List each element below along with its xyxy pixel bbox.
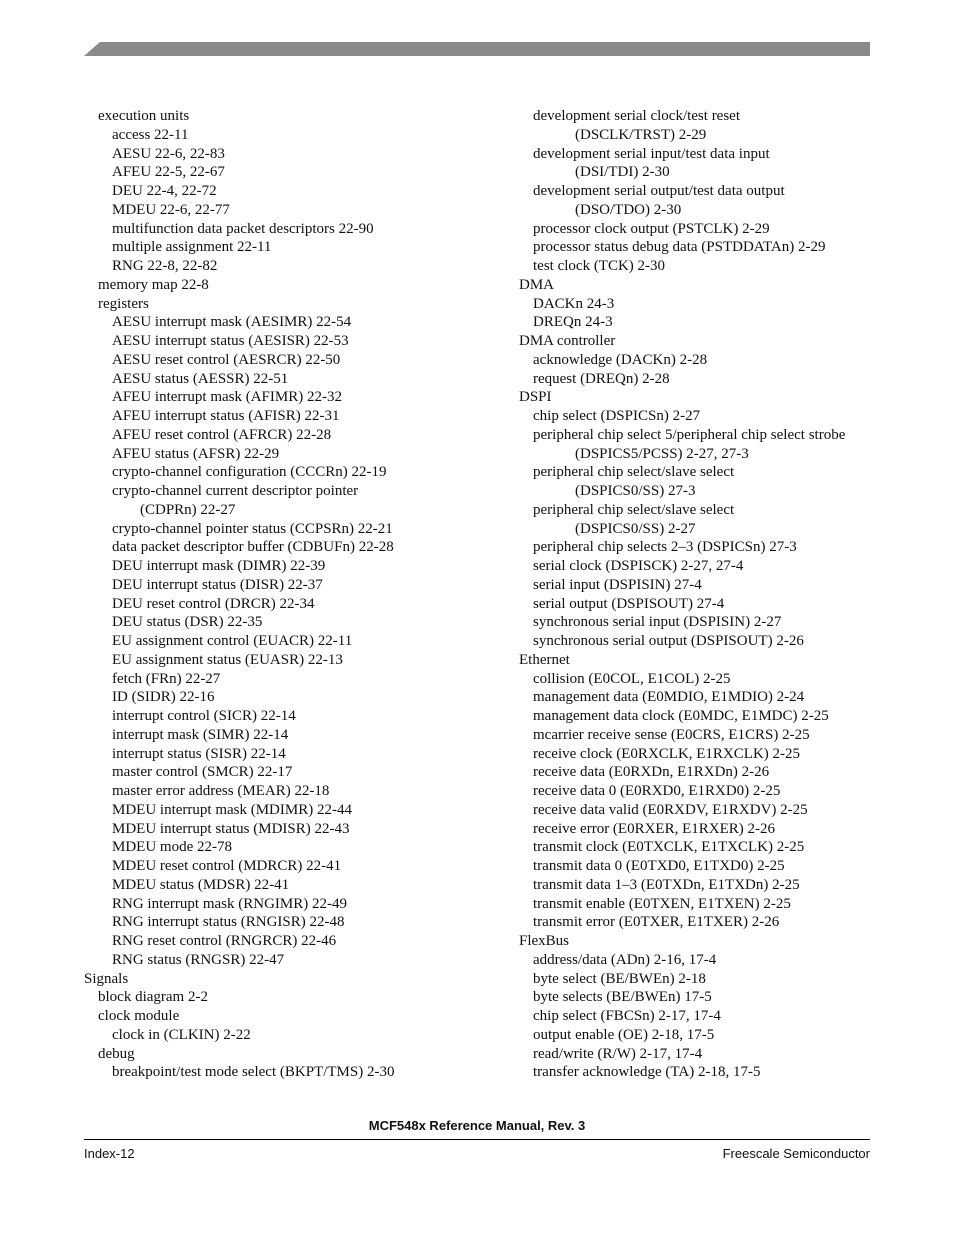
index-entry: (DSPICS0/SS) 27-3 [575,483,696,499]
index-entry: FlexBus [519,933,570,949]
header-banner [0,0,954,60]
index-entry: data packet descriptor buffer (CDBUFn) 22-28 [112,539,394,556]
index-entry: AFEU status (AFSR) 22-29 [112,445,280,462]
footer-company: Freescale Semiconductor [722,1146,870,1161]
index-entry: AESU interrupt status (AESISR) 22-53 [112,333,349,349]
index-entry: registers [98,295,149,312]
index-entry: DEU reset control (DRCR) 22-34 [112,595,315,612]
index-entry: AESU interrupt mask (AESIMR) 22-54 [112,314,352,331]
index-entry: MDEU interrupt status (MDISR) 22-43 [112,820,350,837]
index-entry: DSPI [519,389,552,406]
index-entry: MDEU status (MDSR) 22-41 [112,876,290,893]
index-entry: fetch (FRn) 22-27 [112,670,221,687]
index-entry: clock in (CLKIN) 2-22 [112,1026,251,1043]
index-entry: access 22-11 [112,126,189,143]
index-entry: MDEU 22-6, 22-77 [112,201,230,218]
index-entry: chip select (FBCSn) 2-17, 17-4 [533,1008,721,1024]
index-column-left [84,107,504,1082]
index-entry: (DSCLK/TRST) 2-29 [575,126,707,143]
index-entry: RNG status (RNGSR) 22-47 [112,951,285,968]
header-banner-bar [84,42,870,56]
index-entry: transmit enable (E0TXEN, E1TXEN) 2-25 [533,895,791,912]
index-entry: development serial input/test data input [533,145,770,162]
index-entry: Ethernet [519,651,570,668]
index-entry: DEU interrupt status (DISR) 22-37 [112,576,323,593]
index-entry: EU assignment control (EUACR) 22-11 [112,633,353,649]
index-entry: interrupt control (SICR) 22-14 [112,708,296,724]
index-entry: DEU interrupt mask (DIMR) 22-39 [112,558,326,574]
index-entry: receive clock (E0RXCLK, E1RXCLK) 2-25 [533,745,801,762]
index-entry: RNG reset control (RNGRCR) 22-46 [112,933,337,949]
index-entry: byte selects (BE/BWEn) 17-5 [533,989,712,1006]
index-entry: processor status debug data (PSTDDATAn) 2-29 [533,239,826,256]
index-entry: acknowledge (DACKn) 2-28 [533,351,708,368]
index-entry: transmit clock (E0TXCLK, E1TXCLK) 2-25 [533,839,805,856]
index-entry: address/data (ADn) 2-16, 17-4 [533,951,717,968]
index-entry: AFEU interrupt mask (AFIMR) 22-32 [112,389,342,406]
index-entry: serial clock (DSPISCK) 2-27, 27-4 [533,558,744,574]
index-entry: DACKn 24-3 [533,295,615,312]
index-entry: (CDPRn) 22-27 [140,501,236,518]
index-entry: clock module [98,1008,180,1024]
index-entry: interrupt mask (SIMR) 22-14 [112,726,289,743]
index-entry: crypto-channel configuration (CCCRn) 22-19 [112,464,387,481]
index-entry: RNG 22-8, 22-82 [112,258,218,274]
index-entry: ID (SIDR) 22-16 [112,689,215,706]
index-entry: master control (SMCR) 22-17 [112,764,293,781]
index-entry: MDEU mode 22-78 [112,839,232,856]
index-entry: processor clock output (PSTCLK) 2-29 [533,220,770,237]
index-entry: receive data valid (E0RXDV, E1RXDV) 2-25 [533,801,808,818]
index-entry: serial input (DSPISIN) 27-4 [533,576,702,593]
index-entry: read/write (R/W) 2-17, 17-4 [533,1045,703,1062]
index-entry: (DSO/TDO) 2-30 [575,201,682,218]
index-entry: management data clock (E0MDC, E1MDC) 2-25 [533,708,829,724]
footer-manual-title: MCF548x Reference Manual, Rev. 3 [368,1118,586,1133]
index-entry: crypto-channel current descriptor pointer [112,483,359,499]
index-entry: output enable (OE) 2-18, 17-5 [533,1026,715,1043]
index-entry: interrupt status (SISR) 22-14 [112,745,286,762]
index-entry: block diagram 2-2 [98,989,208,1006]
index-entry: peripheral chip select/slave select [533,501,735,518]
index-entry: AFEU 22-5, 22-67 [112,164,225,181]
index-entry: chip select (DSPICSn) 2-27 [533,408,701,424]
index-entry: transmit data 1–3 (E0TXDn, E1TXDn) 2-25 [533,876,800,893]
index-entry: synchronous serial input (DSPISIN) 2-27 [533,614,782,631]
index-entry: development serial clock/test reset [533,108,741,124]
index-entry: peripheral chip selects 2–3 (DSPICSn) 27-3 [533,539,797,556]
index-entry: development serial output/test data output [533,183,785,199]
index-entry: synchronous serial output (DSPISOUT) 2-26 [533,633,804,649]
index-entry: crypto-channel pointer status (CCPSRn) 22-21 [112,520,393,537]
index-entry: AFEU interrupt status (AFISR) 22-31 [112,408,340,424]
index-entry: RNG interrupt mask (RNGIMR) 22-49 [112,895,347,912]
index-entry: byte select (BE/BWEn) 2-18 [533,970,706,987]
index-entry: DREQn 24-3 [533,314,613,331]
index-entry: receive data (E0RXDn, E1RXDn) 2-26 [533,764,770,781]
index-entry: peripheral chip select 5/peripheral chip select strobe [533,426,846,443]
index-entry: AESU reset control (AESRCR) 22-50 [112,351,341,368]
index-entry: multifunction data packet descriptors 22-90 [112,220,374,237]
index-entry: transfer acknowledge (TA) 2-18, 17-5 [533,1064,761,1081]
index-entry: memory map 22-8 [98,276,209,293]
index-entry: breakpoint/test mode select (BKPT/TMS) 2-30 [112,1064,395,1081]
index-entry: serial output (DSPISOUT) 27-4 [533,595,725,612]
index-entry: test clock (TCK) 2-30 [533,258,666,274]
index-entry: Signals [84,970,129,987]
index-entry: management data (E0MDIO, E1MDIO) 2-24 [533,689,805,706]
index-entry: transmit error (E0TXER, E1TXER) 2-26 [533,914,780,931]
index-entry: execution units [98,108,190,124]
index-entry: collision (E0COL, E1COL) 2-25 [533,670,731,687]
footer-divider [84,1139,870,1140]
index-entry: MDEU reset control (MDRCR) 22-41 [112,858,342,874]
index-entry: MDEU interrupt mask (MDIMR) 22-44 [112,801,352,818]
index-entry: (DSPICS0/SS) 2-27 [575,520,696,537]
index-entry: DMA [519,276,555,293]
index-entry: AESU status (AESSR) 22-51 [112,370,289,387]
index-entry: DEU 22-4, 22-72 [112,183,217,199]
index-entry: (DSI/TDI) 2-30 [575,164,670,181]
index-entry: AFEU reset control (AFRCR) 22-28 [112,426,332,443]
index-entry: transmit data 0 (E0TXD0, E1TXD0) 2-25 [533,858,785,874]
index-entry: RNG interrupt status (RNGISR) 22-48 [112,914,345,931]
index-entry: multiple assignment 22-11 [112,239,272,256]
index-entry: AESU 22-6, 22-83 [112,145,225,162]
index-entry: receive error (E0RXER, E1RXER) 2-26 [533,820,776,837]
index-entry: EU assignment status (EUASR) 22-13 [112,651,343,668]
index-entry: receive data 0 (E0RXD0, E1RXD0) 2-25 [533,783,781,799]
index-entry: debug [98,1045,135,1062]
index-entry: peripheral chip select/slave select [533,464,735,481]
index-entry: master error address (MEAR) 22-18 [112,783,330,799]
index-entry: mcarrier receive sense (E0CRS, E1CRS) 2-25 [533,726,810,743]
index-entry: DEU status (DSR) 22-35 [112,614,263,631]
footer-page-label: Index-12 [84,1146,135,1161]
index-entry: (DSPICS5/PCSS) 2-27, 27-3 [575,445,749,462]
index-column-right [519,107,879,1082]
index-entry: request (DREQn) 2-28 [533,370,670,387]
index-entry: DMA controller [519,333,616,349]
